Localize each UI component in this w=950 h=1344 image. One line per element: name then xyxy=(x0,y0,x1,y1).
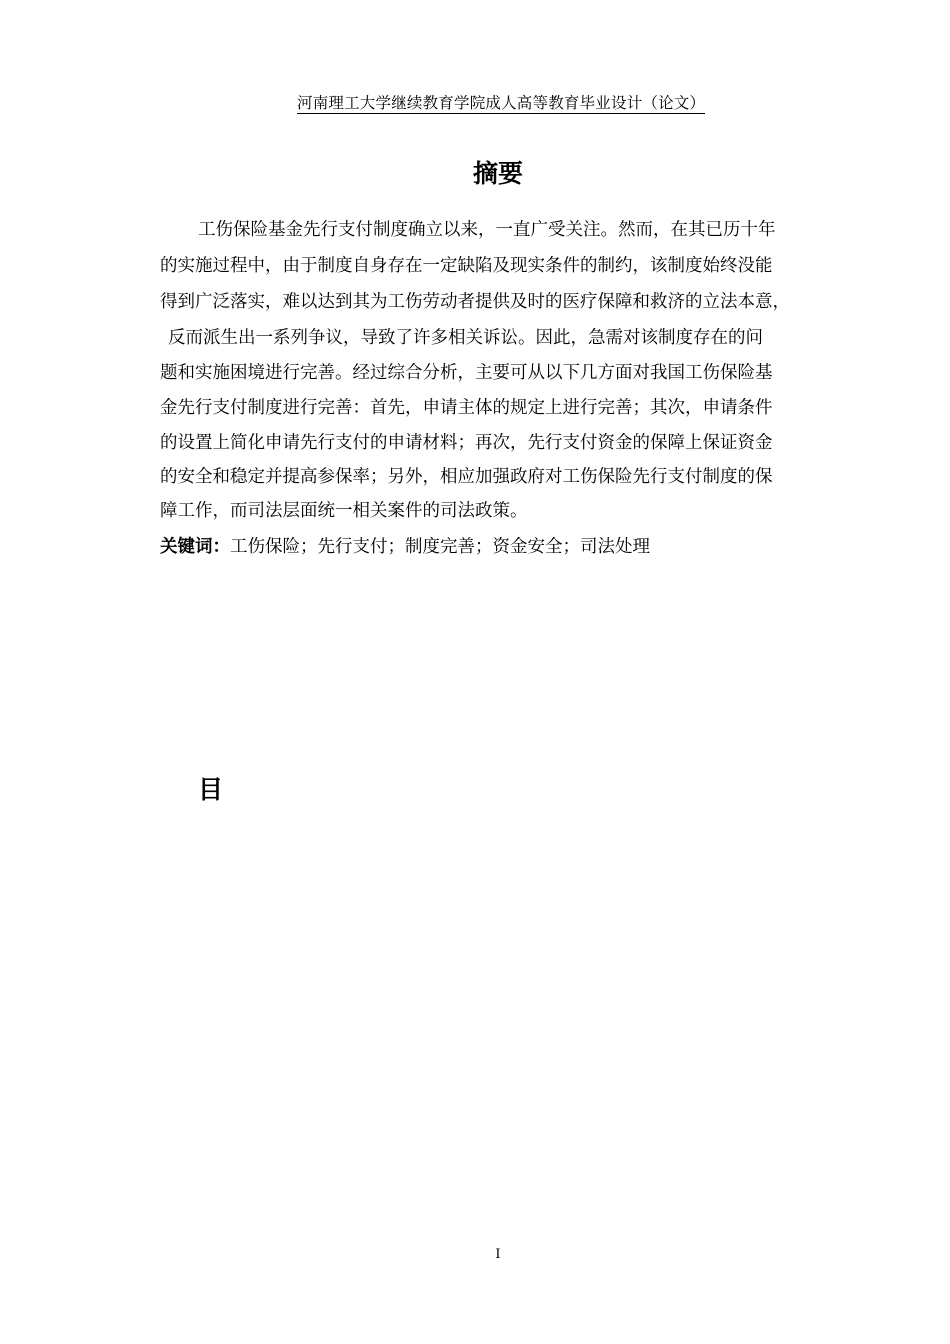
abstract-title: 摘要 xyxy=(472,159,523,188)
abstract-line: 金先行支付制度进行完善：首先，申请主体的规定上进行完善；其次，申请条件 xyxy=(160,398,773,418)
keywords xyxy=(160,535,650,559)
keywords-label: 关键词： xyxy=(160,537,230,557)
toc-title: 目 xyxy=(198,775,224,804)
abstract-line: 的实施过程中，由于制度自身存在一定缺陷及现实条件的制约，该制度始终没能 xyxy=(160,256,773,276)
abstract-line: 反而派生出一系列争议，导致了许多相关诉讼。因此，急需对该制度存在的问 xyxy=(168,328,763,348)
abstract-line: 得到广泛落实，难以达到其为工伤劳动者提供及时的医疗保障和救济的立法本意， xyxy=(160,292,790,312)
page-number: I xyxy=(495,1247,501,1262)
abstract-line: 的设置上简化申请先行支付的申请材料；再次，先行支付资金的保障上保证资金 xyxy=(160,433,773,453)
abstract-line: 工伤保险基金先行支付制度确立以来，一直广受关注。然而，在其已历十年 xyxy=(198,220,776,240)
abstract-line: 的安全和稳定并提高参保率；另外，相应加强政府对工伤保险先行支付制度的保 xyxy=(160,467,773,487)
keywords-value: 工伤保险；先行支付；制度完善；资金安全；司法处理 xyxy=(230,537,650,557)
abstract-line: 题和实施困境进行完善。经过综合分析，主要可从以下几方面对我国工伤保险基 xyxy=(160,363,773,383)
abstract-line: 障工作，而司法层面统一相关案件的司法政策。 xyxy=(160,501,528,521)
document-header: 河南理工大学继续教育学院成人高等教育毕业设计（论文） xyxy=(297,94,706,112)
